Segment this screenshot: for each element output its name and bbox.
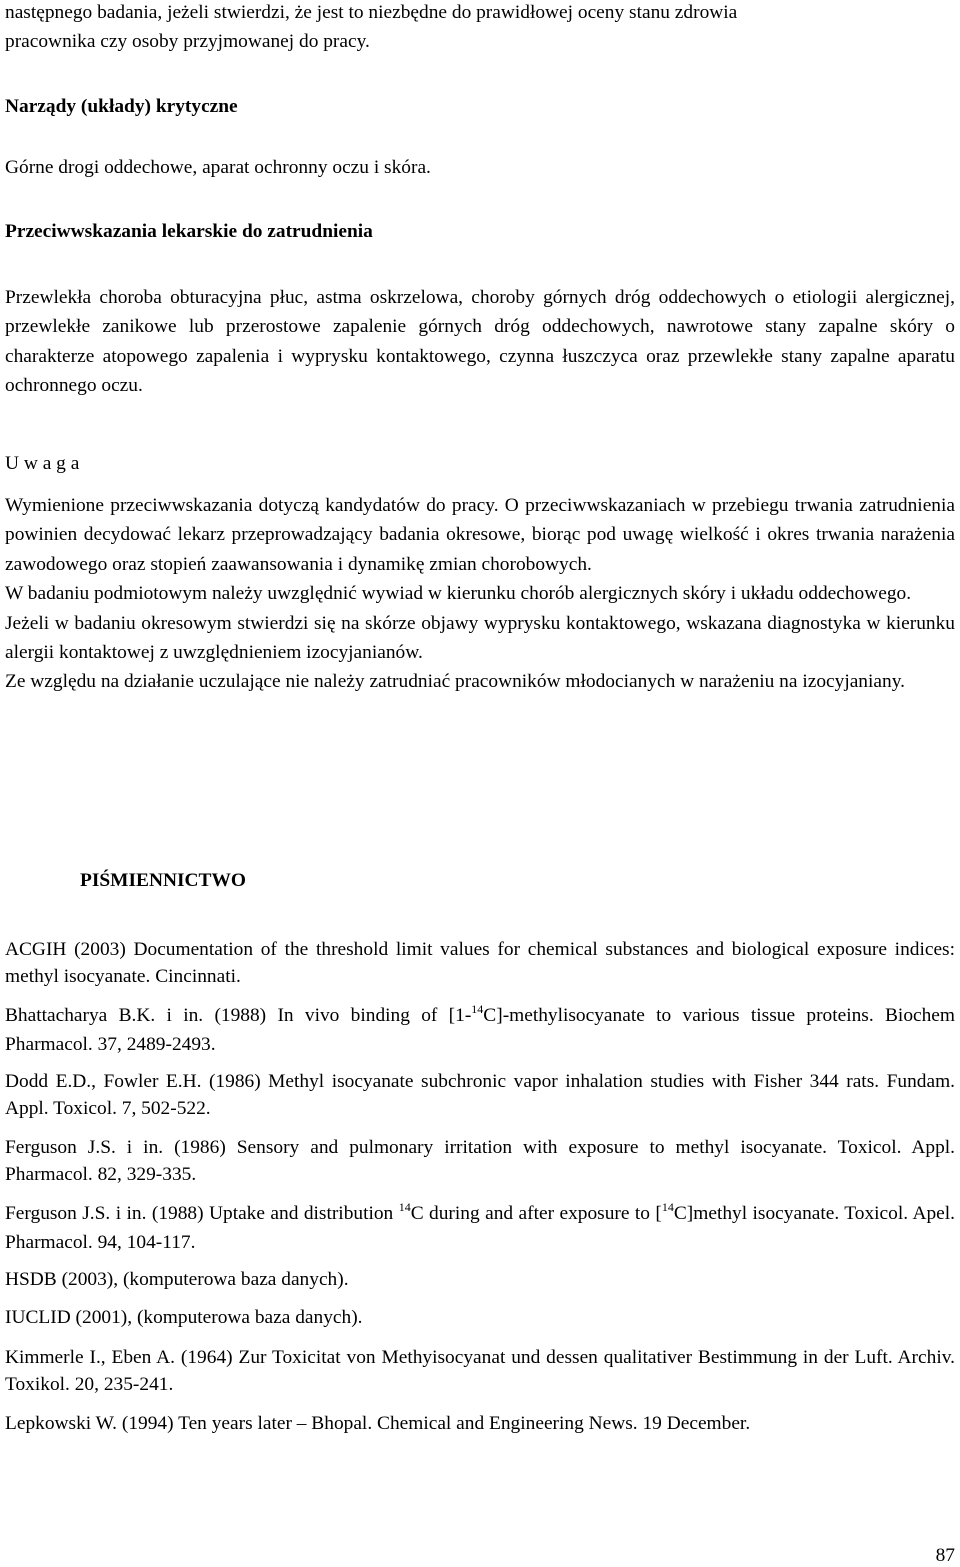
note-body [5, 491, 955, 697]
superscript: 14 [471, 1002, 484, 1016]
critical-organs-heading: Narządy (układy) krytyczne [5, 96, 238, 117]
contraindications-heading: Przeciwwskazania lekarskie do zatrudnienia [5, 221, 373, 242]
note-paragraph-4: Ze względu na działanie uczulające nie należy zatrudniać pracowników młodocianych w narażeniu na izocyjaniany. [5, 671, 905, 693]
reference-item [5, 1002, 955, 1058]
superscript: 14 [661, 1200, 674, 1214]
reference-item: Dodd E.D., Fowler E.H. (1986) Methyl isocyanate subchronic vapor inhalation studies with Fisher 344 rats. Fundam. Appl. Toxicol. 7, 502-522. [5, 1071, 955, 1119]
references-heading: PIŚMIENNICTWO [80, 870, 246, 891]
note-heading: U w a g a [5, 453, 80, 474]
reference-item: ACGIH (2003) Documentation of the threshold limit values for chemical substances and biological exposure indices: methyl isocyanate. Cincinnati. [5, 939, 955, 987]
reference-text: C]-methylisocyanate to various tissue proteins. Biochem Pharmacol. 37, 2489-2493. [5, 1005, 956, 1055]
reference-item [5, 1200, 955, 1256]
reference-item: Kimmerle I., Eben A. (1964) Zur Toxicitat von Methyisocyanat und dessen qualitativer Bestimmung in der Luft. Archiv. Toxikol. 20, 235-241. [5, 1347, 955, 1395]
intro-line-2: pracownika czy osoby przyjmowanej do pracy. [5, 31, 370, 52]
note-paragraph-2: W badaniu podmiotowym należy uwzględnić wywiad w kierunku chorób alergicznych skóry i układu oddechowego. [5, 583, 912, 605]
reference-item: HSDB (2003), (komputerowa baza danych). [5, 1269, 349, 1290]
intro-line-1: następnego badania, jeżeli stwierdzi, że jest to niezbędne do prawidłowej oceny stanu zdrowia [5, 2, 738, 23]
reference-text: C during and after exposure to [ [410, 1203, 662, 1224]
reference-text: C]methyl isocyanate. Toxicol. Apel. Pharmacol. 94, 104-117. [5, 1203, 955, 1253]
reference-item: IUCLID (2001), (komputerowa baza danych). [5, 1307, 363, 1328]
page-number: 87 [935, 1545, 955, 1566]
contraindications-text: Przewlekła choroba obturacyjna płuc, astma oskrzelowa, choroby górnych dróg oddechowych o etiologii alergicznej, przewlekłe zanikowe lub przerostowe zapalenie górnych dróg oddechowych, nawrotowe stany zapalne skóry o charakterze atopowego zapalenia i wyprysku kontaktowego, czynna łuszczyca oraz przewlekłe stany zapalne aparatu ochronnego oczu. [5, 287, 955, 397]
reference-item: Ferguson J.S. i in. (1986) Sensory and pulmonary irritation with exposure to methyl isocyanate. Toxicol. Appl. Pharmacol. 82, 329-335. [5, 1137, 955, 1185]
note-paragraph-3: Jeżeli w badaniu okresowym stwierdzi się na skórze objawy wyprysku kontaktowego, wskazana diagnostyka w kierunku alergii kontaktowej z uwzględnieniem izocyjanianów. [5, 612, 955, 664]
note-paragraph-1: Wymienione przeciwwskazania dotyczą kandydatów do pracy. O przeciwwskazaniach w przebiegu trwania zatrudnienia powinien decydować lekarz przeprowadzający badania okresowe, biorąc pod uwagę wielkość i okres trwania narażenia zawodowego oraz stopień zaawansowania i dynamikę zmian chorobowych. [5, 495, 955, 575]
reference-text: Ferguson J.S. i in. (1988) Uptake and distribution [5, 1203, 399, 1224]
reference-item: Lepkowski W. (1994) Ten years later – Bhopal. Chemical and Engineering News. 19 December. [5, 1413, 751, 1434]
superscript: 14 [398, 1200, 411, 1214]
critical-organs-text: Górne drogi oddechowe, aparat ochronny oczu i skóra. [5, 157, 431, 178]
reference-text: Bhattacharya B.K. i in. (1988) In vivo binding of [1- [5, 1005, 472, 1026]
